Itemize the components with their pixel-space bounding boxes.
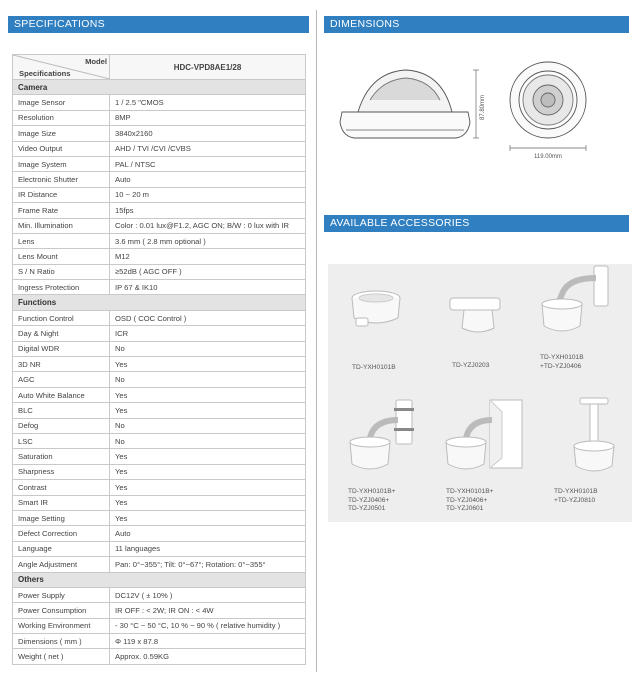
spec-value: No [110, 433, 306, 448]
table-row [13, 603, 306, 618]
spec-value: Φ 119 x 87.8 [110, 634, 306, 649]
specifications-header: SPECIFICATIONS [8, 16, 309, 33]
accessory-label-line: TD-YXH0101B [540, 354, 584, 361]
spec-key: Language [13, 541, 110, 556]
spec-key: LSC [13, 433, 110, 448]
spec-key: Working Environment [13, 618, 110, 633]
table-row [13, 110, 306, 125]
model-value: HDC-VPD8AE1/28 [110, 55, 306, 80]
spec-key: Video Output [13, 141, 110, 156]
table-row [13, 372, 306, 387]
spec-key: Function Control [13, 310, 110, 325]
spec-value: 15fps [110, 203, 306, 218]
accessory-label-line: TD-YXH0101B+ [348, 488, 396, 495]
table-row [13, 557, 306, 572]
table-row [13, 403, 306, 418]
accessory-label-line: +TD-YZJ0406 [540, 362, 582, 370]
table-row [13, 233, 306, 248]
section-header-row [13, 295, 306, 310]
spec-value: Approx. 0.59KG [110, 649, 306, 664]
table-row [13, 141, 306, 156]
spec-key: Power Supply [13, 587, 110, 602]
accessory-label-line: TD-YZJ0406+ [348, 496, 390, 504]
spec-key: Image Size [13, 126, 110, 141]
accessory-label-td-yxh0101b [352, 364, 396, 373]
section-title: Functions [13, 295, 306, 310]
table-row [13, 172, 306, 187]
spec-key: Day & Night [13, 326, 110, 341]
spec-value: Auto [110, 172, 306, 187]
spec-key: Sharpness [13, 464, 110, 479]
spec-value: No [110, 372, 306, 387]
table-row [13, 310, 306, 325]
spec-value: OSD ( COC Control ) [110, 310, 306, 325]
table-row [13, 387, 306, 402]
model-spec-header-cell [13, 55, 110, 80]
spec-key: 3D NR [13, 357, 110, 372]
pendant-mount-icon [564, 396, 624, 478]
camera-side-view-icon [340, 70, 479, 138]
dimensions-header: DIMENSIONS [324, 16, 629, 33]
spec-value: Yes [110, 464, 306, 479]
table-row [13, 126, 306, 141]
accessory-label-td-yzj0601 [446, 488, 493, 514]
spec-value: Yes [110, 495, 306, 510]
table-row [13, 634, 306, 649]
table-row [13, 649, 306, 664]
dimensions-drawing [330, 50, 630, 170]
table-row [13, 95, 306, 110]
spec-value: Auto [110, 526, 306, 541]
accessory-label-line: TD-YZJ0203 [452, 362, 490, 369]
spec-key: Angle Adjustment [13, 557, 110, 572]
table-row [13, 541, 306, 556]
spec-key: IR Distance [13, 187, 110, 202]
spec-key: Defect Correction [13, 526, 110, 541]
spec-value: - 30 °C ~ 50 °C, 10 % ~ 90 % ( relative humidity ) [110, 618, 306, 633]
table-row [13, 357, 306, 372]
table-row [13, 156, 306, 171]
table-row [13, 326, 306, 341]
junction-box-icon [346, 286, 406, 336]
spec-value: 3.6 mm ( 2.8 mm optional ) [110, 233, 306, 248]
table-row [13, 280, 306, 295]
spec-key: Weight ( net ) [13, 649, 110, 664]
spec-key: AGC [13, 372, 110, 387]
spec-value: No [110, 418, 306, 433]
spec-key: Smart IR [13, 495, 110, 510]
spec-value: 11 languages [110, 541, 306, 556]
height-dimension-label: 87.80mm [480, 94, 486, 120]
spec-value: DC12V ( ± 10% ) [110, 587, 306, 602]
section-title: Camera [13, 80, 306, 95]
table-row [13, 264, 306, 279]
spec-value: Pan: 0°~355°; Tilt: 0°~67°; Rotation: 0°~355° [110, 557, 306, 572]
accessories-panel [328, 264, 632, 522]
spec-value: 1 / 2.5 "CMOS [110, 95, 306, 110]
specifications-label: Specifications [19, 69, 71, 78]
section-title: Others [13, 572, 306, 587]
table-row [13, 187, 306, 202]
spec-value: Color : 0.01 lux@F1.2, AGC ON; B/W : 0 lux with IR [110, 218, 306, 233]
spec-value: No [110, 341, 306, 356]
accessories-header: AVAILABLE ACCESSORIES [324, 215, 629, 232]
spec-value: Yes [110, 480, 306, 495]
accessory-label-td-yzj0810 [554, 488, 598, 505]
accessory-label-line: TD-YXH0101B+ [446, 488, 494, 495]
specifications-table [12, 54, 306, 665]
spec-key: Resolution [13, 110, 110, 125]
spec-key: Min. Illumination [13, 218, 110, 233]
corner-mount-bracket-icon [442, 398, 527, 478]
accessory-label-line: TD-YZJ0601 [446, 505, 484, 512]
spec-key: BLC [13, 403, 110, 418]
spec-key: Lens Mount [13, 249, 110, 264]
spec-key: Contrast [13, 480, 110, 495]
accessory-label-td-yzj0203 [452, 362, 489, 371]
spec-key: Dimensions ( mm ) [13, 634, 110, 649]
spec-value: AHD / TVI /CVI /CVBS [110, 141, 306, 156]
table-row [13, 510, 306, 525]
accessory-label-line: TD-YZJ0406+ [446, 496, 488, 504]
spec-value: Yes [110, 510, 306, 525]
table-row [13, 495, 306, 510]
spec-key: Ingress Protection [13, 280, 110, 295]
accessory-label-td-yzj0406 [540, 354, 584, 371]
table-row [13, 449, 306, 464]
accessory-label-line: TD-YXH0101B [352, 364, 396, 371]
spec-value: Yes [110, 403, 306, 418]
spec-value: Yes [110, 357, 306, 372]
spec-value: ≥52dB ( AGC OFF ) [110, 264, 306, 279]
model-label: Model [85, 57, 107, 66]
table-row [13, 464, 306, 479]
spec-key: Auto White Balance [13, 387, 110, 402]
spec-value: 8MP [110, 110, 306, 125]
spec-key: Power Consumption [13, 603, 110, 618]
spec-value: 3840x2160 [110, 126, 306, 141]
spec-value: PAL / NTSC [110, 156, 306, 171]
spec-key: Digital WDR [13, 341, 110, 356]
table-row [13, 341, 306, 356]
spec-key: Image Setting [13, 510, 110, 525]
accessory-label-line: TD-YZJ0501 [348, 505, 386, 512]
section-header-row [13, 80, 306, 95]
ceiling-plate-icon [440, 290, 510, 340]
spec-key: Defog [13, 418, 110, 433]
table-row [13, 203, 306, 218]
table-header-row [13, 55, 306, 80]
table-row [13, 433, 306, 448]
pole-mount-bracket-icon [346, 398, 416, 478]
table-row [13, 249, 306, 264]
spec-value: ICR [110, 326, 306, 341]
table-row [13, 480, 306, 495]
table-row [13, 526, 306, 541]
spec-key: Frame Rate [13, 203, 110, 218]
spec-value: M12 [110, 249, 306, 264]
spec-key: Saturation [13, 449, 110, 464]
accessory-label-line: TD-YXH0101B [554, 488, 598, 495]
accessory-label-td-yzj0501 [348, 488, 395, 514]
section-header-row [13, 572, 306, 587]
table-row [13, 418, 306, 433]
spec-value: 10 ~ 20 m [110, 187, 306, 202]
spec-key: S / N Ratio [13, 264, 110, 279]
spec-value: Yes [110, 449, 306, 464]
accessory-label-line: +TD-YZJ0810 [554, 496, 596, 504]
table-row [13, 218, 306, 233]
spec-key: Image System [13, 156, 110, 171]
table-row [13, 618, 306, 633]
column-divider [316, 10, 317, 672]
spec-value: IP 67 & IK10 [110, 280, 306, 295]
wall-bracket-icon [538, 264, 613, 336]
spec-value: IR OFF : < 2W; IR ON : < 4W [110, 603, 306, 618]
spec-key: Lens [13, 233, 110, 248]
spec-key: Image Sensor [13, 95, 110, 110]
camera-top-view-icon [510, 62, 586, 151]
table-row [13, 587, 306, 602]
spec-key: Electronic Shutter [13, 172, 110, 187]
width-dimension-label: 119.00mm [534, 154, 562, 160]
spec-value: Yes [110, 387, 306, 402]
